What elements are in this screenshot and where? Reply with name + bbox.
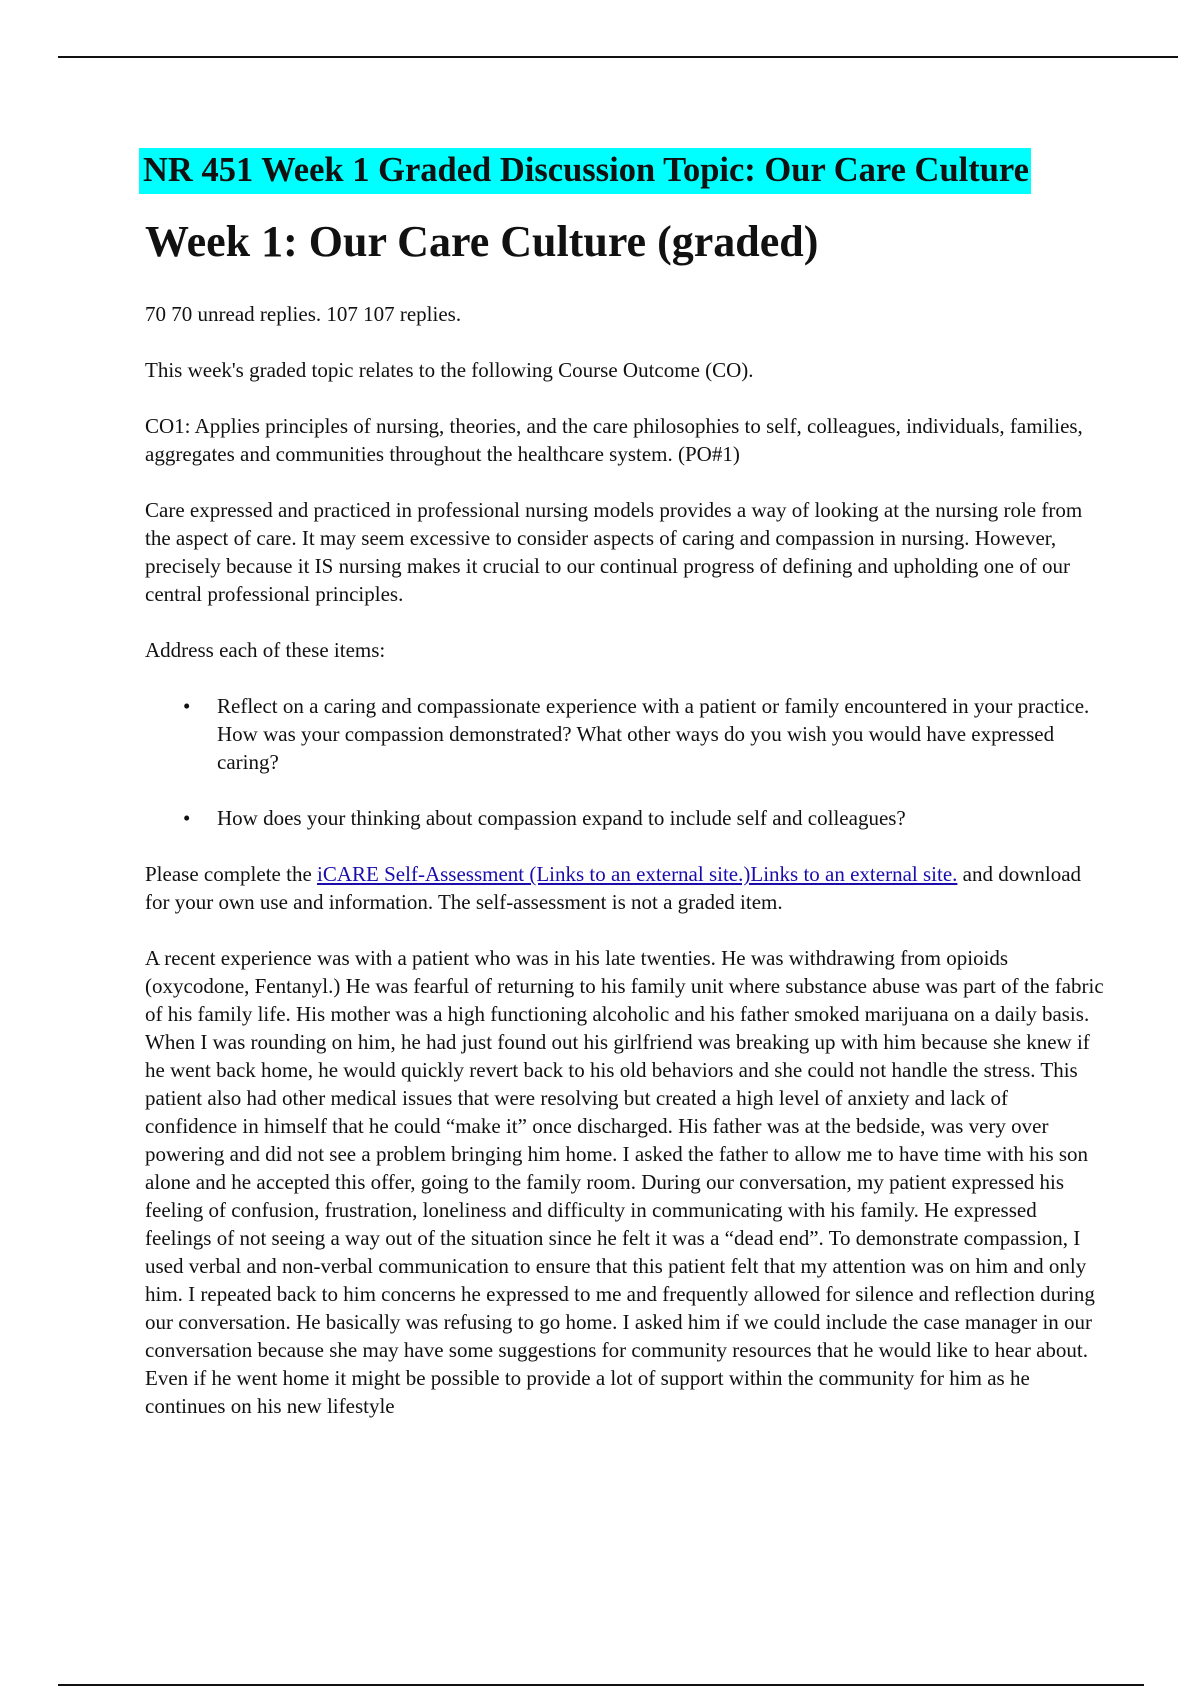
self-assessment-suffix: and download for your own use and information. The self-assessment is not a graded item.	[145, 862, 1082, 914]
experience-paragraph: A recent experience was with a patient who was in his late twenties. He was withdrawing from opioids (oxycodone, Fentanyl.) He was fearful of returning to his family unit where substance abuse was part of the fabric of his family life. His mother was a high functioning alcoholic and his father smoked marijuana on a daily basis. When I was rounding on him, he had just found out his girlfriend was breaking up with him because she knew if he went back home, he would quickly revert back to his old behaviors and she could not handle the stress. This patient also had other medical issues that were resolving but created a high level of anxiety and lack of confidence in himself that he could “make it” once discharged. His father was at the bedside, was very over powering and did not see a problem bringing him home. I asked the father to allow me to have time with his son alone and he accepted this offer, going to the family room. During our conversation, my patient expressed his feeling of confusion, frustration, loneliness and difficulty in communicating with his family. He expressed feelings of not seeing a way out of the situation since he felt it was a “dead end”. To demonstrate compassion, I used verbal and non-verbal communication to ensure that this patient felt that my attention was on him and only him. I repeated back to him concerns he expressed to me and frequently allowed for silence and reflection during our conversation. He basically was refusing to go home. I asked him if we could include the case manager in our conversation because she may have some suggestions for community resources that he would like to hear about. Even if he went home it might be possible to provide a lot of support within the community for him as he continues on his new lifestyle	[145, 946, 1104, 1418]
list-item-text: Reflect on a caring and compassionate experience with a patient or family encountered in your practice. How was your compassion demonstrated? What other ways do you wish you would have expressed caring?	[217, 694, 1090, 774]
list-item	[183, 692, 1105, 776]
highlighted-document-title: NR 451 Week 1 Graded Discussion Topic: Our Care Culture	[139, 148, 1031, 194]
address-items-label: Address each of these items:	[145, 638, 386, 662]
top-divider	[58, 56, 1178, 58]
list-item-text: How does your thinking about compassion expand to include self and colleagues?	[217, 806, 906, 830]
icare-self-assessment-link[interactable]: iCARE Self-Assessment (Links to an external site.)Links to an external site.	[317, 862, 958, 886]
bullet-icon: •	[183, 694, 191, 718]
care-paragraph: Care expressed and practiced in professional nursing models provides a way of looking at the nursing role from the aspect of care. It may seem excessive to consider aspects of caring and compassion in nursing. However, precisely because it IS nursing makes it crucial to our continual progress of defining and upholding one of our central professional principles.	[145, 498, 1083, 606]
page-title: Week 1: Our Care Culture (graded)	[145, 217, 819, 266]
self-assessment-prefix: Please complete the	[145, 862, 318, 886]
bottom-divider	[58, 1684, 1144, 1686]
document-body	[145, 148, 1105, 1420]
discussion-items-list	[145, 692, 1105, 832]
bullet-icon: •	[183, 806, 191, 830]
intro-paragraph: This week's graded topic relates to the following Course Outcome (CO).	[145, 358, 754, 382]
self-assessment-paragraph	[145, 860, 1105, 916]
list-item	[183, 804, 1105, 832]
reply-counts: 70 70 unread replies. 107 107 replies.	[145, 302, 462, 326]
course-outcome-paragraph: CO1: Applies principles of nursing, theories, and the care philosophies to self, colleagues, individuals, families, aggregates and communities throughout the healthcare system. (PO#1)	[145, 414, 1083, 466]
